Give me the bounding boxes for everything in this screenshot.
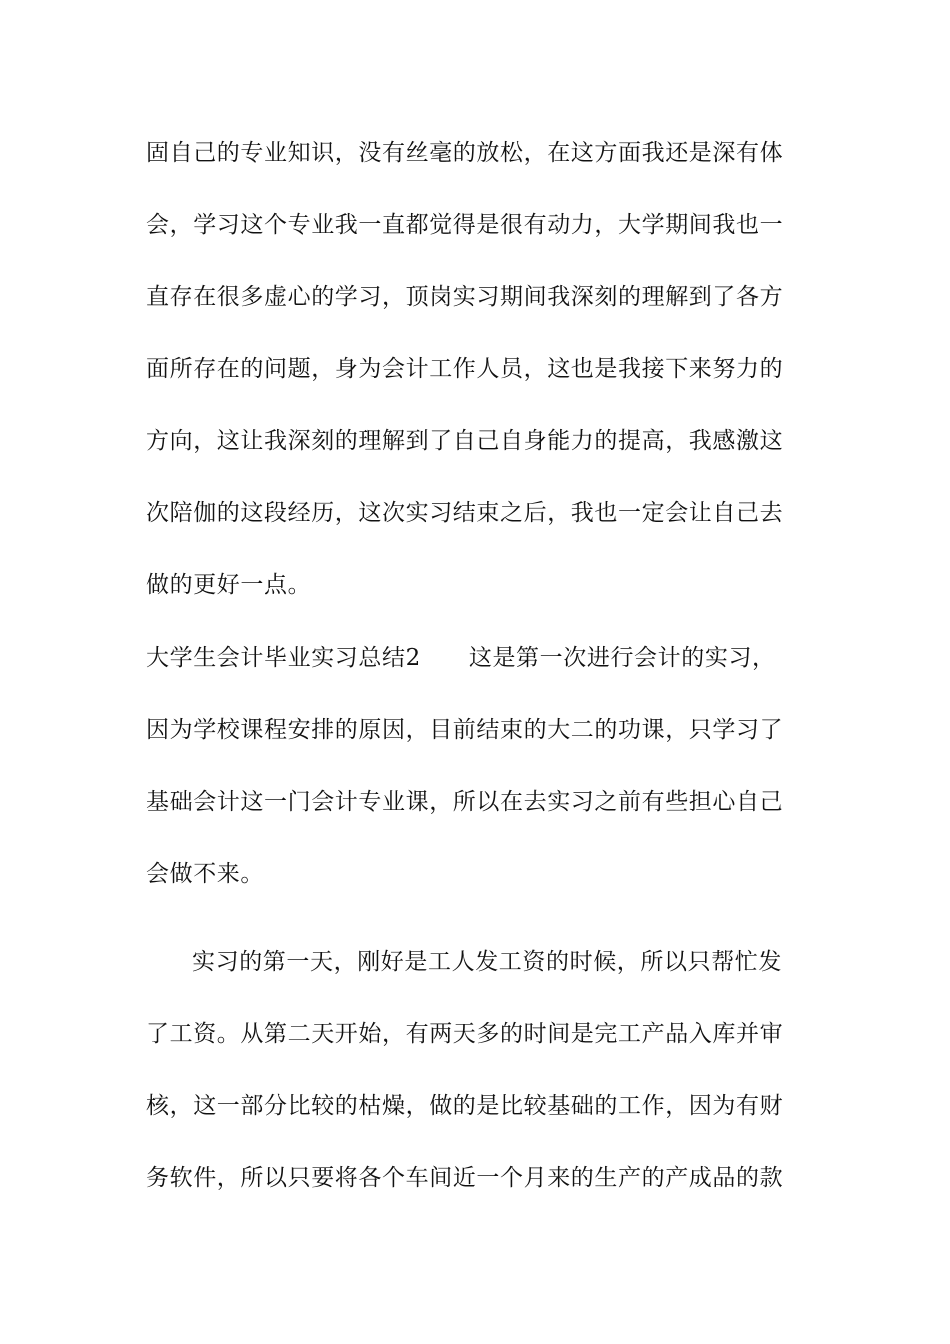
text-line: 会，学习这个专业我一直都觉得是很有动力，大学期间我也一 xyxy=(146,212,784,238)
text-line: 直存在很多虚心的学习，顶岗实习期间我深刻的理解到了各方 xyxy=(146,284,784,310)
text-line: 因为学校课程安排的原因，目前结束的大二的功课，只学习了 xyxy=(146,717,784,743)
section-first-line: 这是第一次进行会计的实习， xyxy=(468,645,776,671)
section-heading: 大学生会计毕业实习总结2 xyxy=(146,645,421,671)
text-line: 做的更好一点。 xyxy=(146,572,312,598)
text-line: 次陪伽的这段经历，这次实习结束之后，我也一定会让自己去 xyxy=(146,500,784,526)
text-line: 核，这一部分比较的枯燥，做的是比较基础的工作，因为有财 xyxy=(146,1093,784,1119)
paragraph-first-line: 实习的第一天，刚好是工人发工资的时候，所以只帮忙发 xyxy=(192,949,782,975)
text-line: 固自己的专业知识，没有丝毫的放松，在这方面我还是深有体 xyxy=(146,140,784,166)
text-line: 务软件，所以只要将各个车间近一个月来的生产的产成品的款 xyxy=(146,1165,784,1191)
text-line: 了工资。从第二天开始，有两天多的时间是完工产品入库并审 xyxy=(146,1021,784,1047)
text-line: 基础会计这一门会计专业课，所以在去实习之前有些担心自己 xyxy=(146,789,784,815)
text-line: 方向，这让我深刻的理解到了自己自身能力的提高，我感激这 xyxy=(146,428,784,454)
text-line: 面所存在的问题，身为会计工作人员，这也是我接下来努力的 xyxy=(146,356,784,382)
text-line: 会做不来。 xyxy=(146,861,264,887)
section-heading-line xyxy=(146,643,806,673)
